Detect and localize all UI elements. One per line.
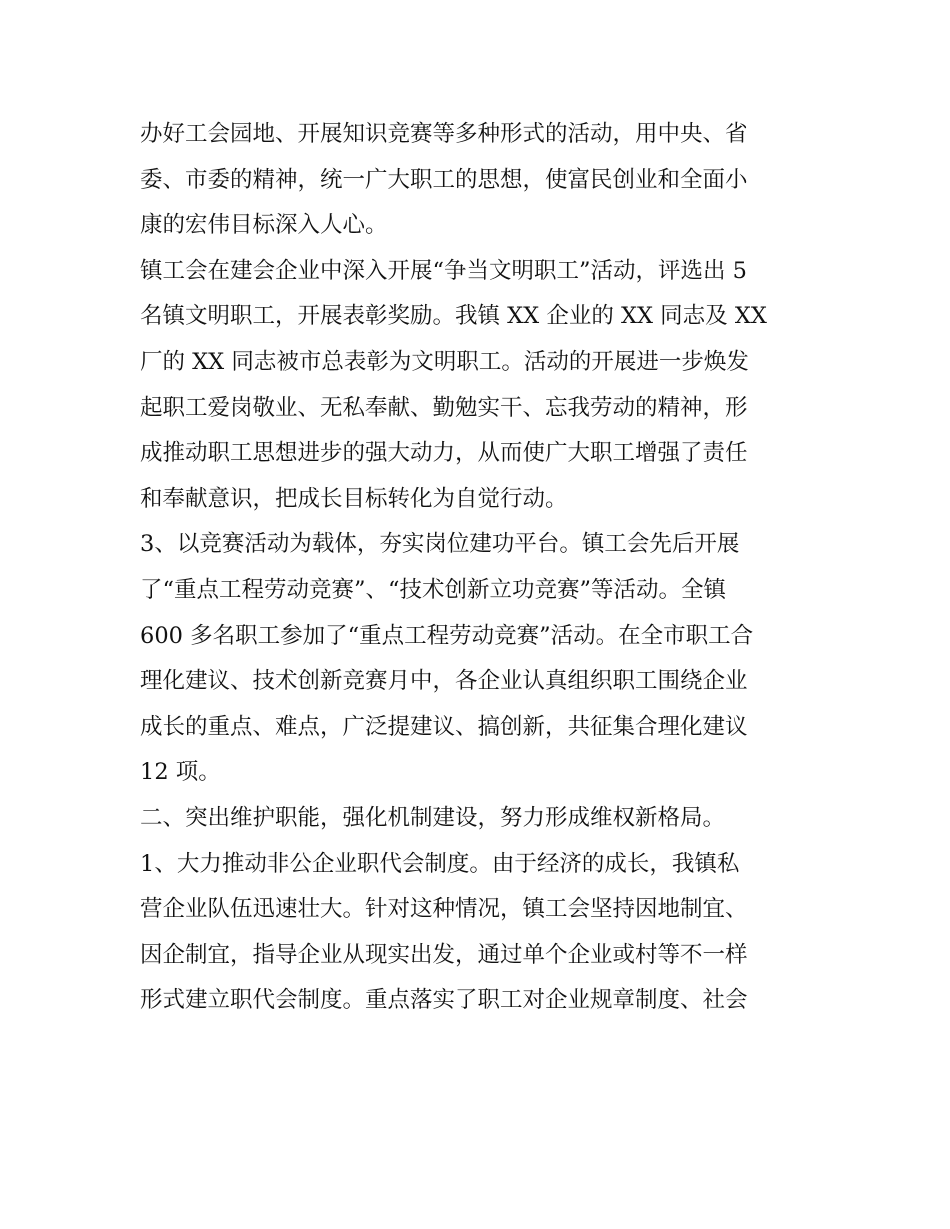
text-line: 12 项。	[140, 759, 221, 786]
text-line: 康的宏伟目标深入人心。	[140, 212, 388, 239]
text-line: 600 多名职工参加了“重点工程劳动竞赛”活动。在全市职工合	[140, 622, 754, 649]
section-heading: 二、突出维护职能，强化机制建设，努力形成维权新格局。	[140, 804, 726, 831]
text-line: 名镇文明职工，开展表彰奖励。我镇 XX 企业的 XX 同志及 XX	[140, 303, 767, 330]
text-line: 成推动职工思想进步的强大动力，从而使广大职工增强了责任	[140, 440, 748, 467]
text-line: 和奉献意识，把成长目标转化为自觉行动。	[140, 485, 568, 512]
text-line: 营企业队伍迅速壮大。针对这种情况，镇工会坚持因地制宜、	[140, 896, 748, 923]
text-line: 理化建议、技术创新竞赛月中，各企业认真组织职工围绕企业	[140, 668, 748, 695]
text-line: 形式建立职代会制度。重点落实了职工对企业规章制度、社会	[140, 987, 748, 1014]
text-line: 了“重点工程劳动竞赛”、“技术创新立功竞赛”等活动。全镇	[140, 576, 727, 603]
text-line: 镇工会在建会企业中深入开展“争当文明职工”活动，评选出 5	[140, 257, 747, 284]
text-line: 厂的 XX 同志被市总表彰为文明职工。活动的开展进一步焕发	[140, 348, 749, 375]
text-line: 起职工爱岗敬业、无私奉献、勤勉实干、忘我劳动的精神，形	[140, 394, 748, 421]
text-line: 成长的重点、难点，广泛提建议、搞创新，共征集合理化建议	[140, 713, 748, 740]
text-line: 因企制宜，指导企业从现实出发，通过单个企业或村等不一样	[140, 941, 748, 968]
text-line: 3、以竞赛活动为载体，夯实岗位建功平台。镇工会先后开展	[140, 531, 740, 558]
document-body	[140, 112, 830, 1024]
text-line: 委、市委的精神，统一广大职工的思想，使富民创业和全面小	[140, 166, 748, 193]
text-line: 办好工会园地、开展知识竞赛等多种形式的活动，用中央、省	[140, 121, 748, 147]
text-line: 1、大力推动非公企业职代会制度。由于经济的成长，我镇私	[140, 850, 740, 877]
